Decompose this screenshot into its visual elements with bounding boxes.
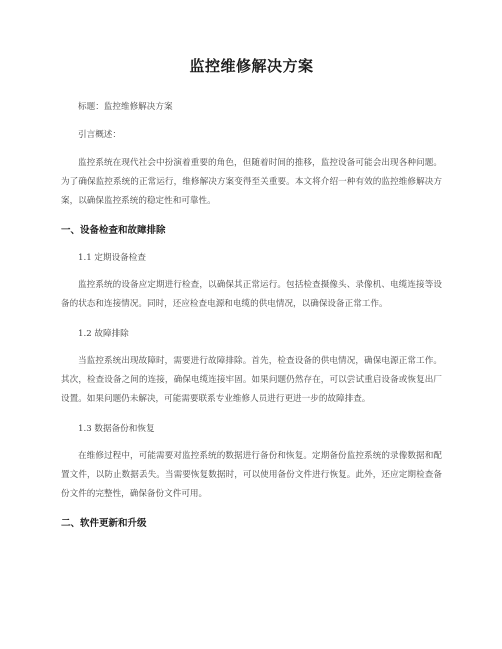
section-heading-1: 一、设备检查和故障排除	[61, 225, 166, 236]
subsection-paragraph-1-2: 当监控系统出现故障时，需要进行故障排除。首先，检查设备的供电情况，确保电源正常工作。其次，检查设备之间的连接，确保电缆连接牢固。如果问题仍然存在，可以尝试重启设备或恢复出厂设置。如果问题仍未解决，可能需要联系专业维修人员进行更进一步的故障排查。	[61, 356, 442, 404]
section-heading-2: 二、软件更新和升级	[61, 518, 147, 529]
document-title: 监控维修解决方案	[189, 57, 314, 75]
subtitle-line: 标题：监控维修解决方案	[78, 102, 173, 112]
intro-label: 引言概述：	[78, 130, 121, 140]
subsection-heading-1-1: 1.1 定期设备检查	[78, 253, 146, 263]
subsection-paragraph-1-3: 在维修过程中，可能需要对监控系统的数据进行备份和恢复。定期备份监控系统的录像数据和配置文件，以防止数据丢失。当需要恢复数据时，可以使用备份文件进行恢复。此外，还应定期检查备份文件的完整性，确保备份文件可用。	[61, 451, 442, 499]
subsection-heading-1-2: 1.2 故障排除	[78, 329, 129, 339]
subsection-paragraph-1-1: 监控系统的设备应定期进行检查，以确保其正常运行。包括检查摄像头、录像机、电缆连接等设备的状态和连接情况。同时，还应检查电源和电缆的供电情况，以确保设备正常工作。	[61, 280, 442, 309]
subsection-heading-1-3: 1.3 数据备份和恢复	[78, 424, 155, 434]
intro-paragraph: 监控系统在现代社会中扮演着重要的角色，但随着时间的推移，监控设备可能会出现各种问题。为了确保监控系统的正常运行，维修解决方案变得至关重要。本文将介绍一种有效的监控维修解决方案，以确保监控系统的稳定性和可靠性。	[61, 158, 442, 206]
